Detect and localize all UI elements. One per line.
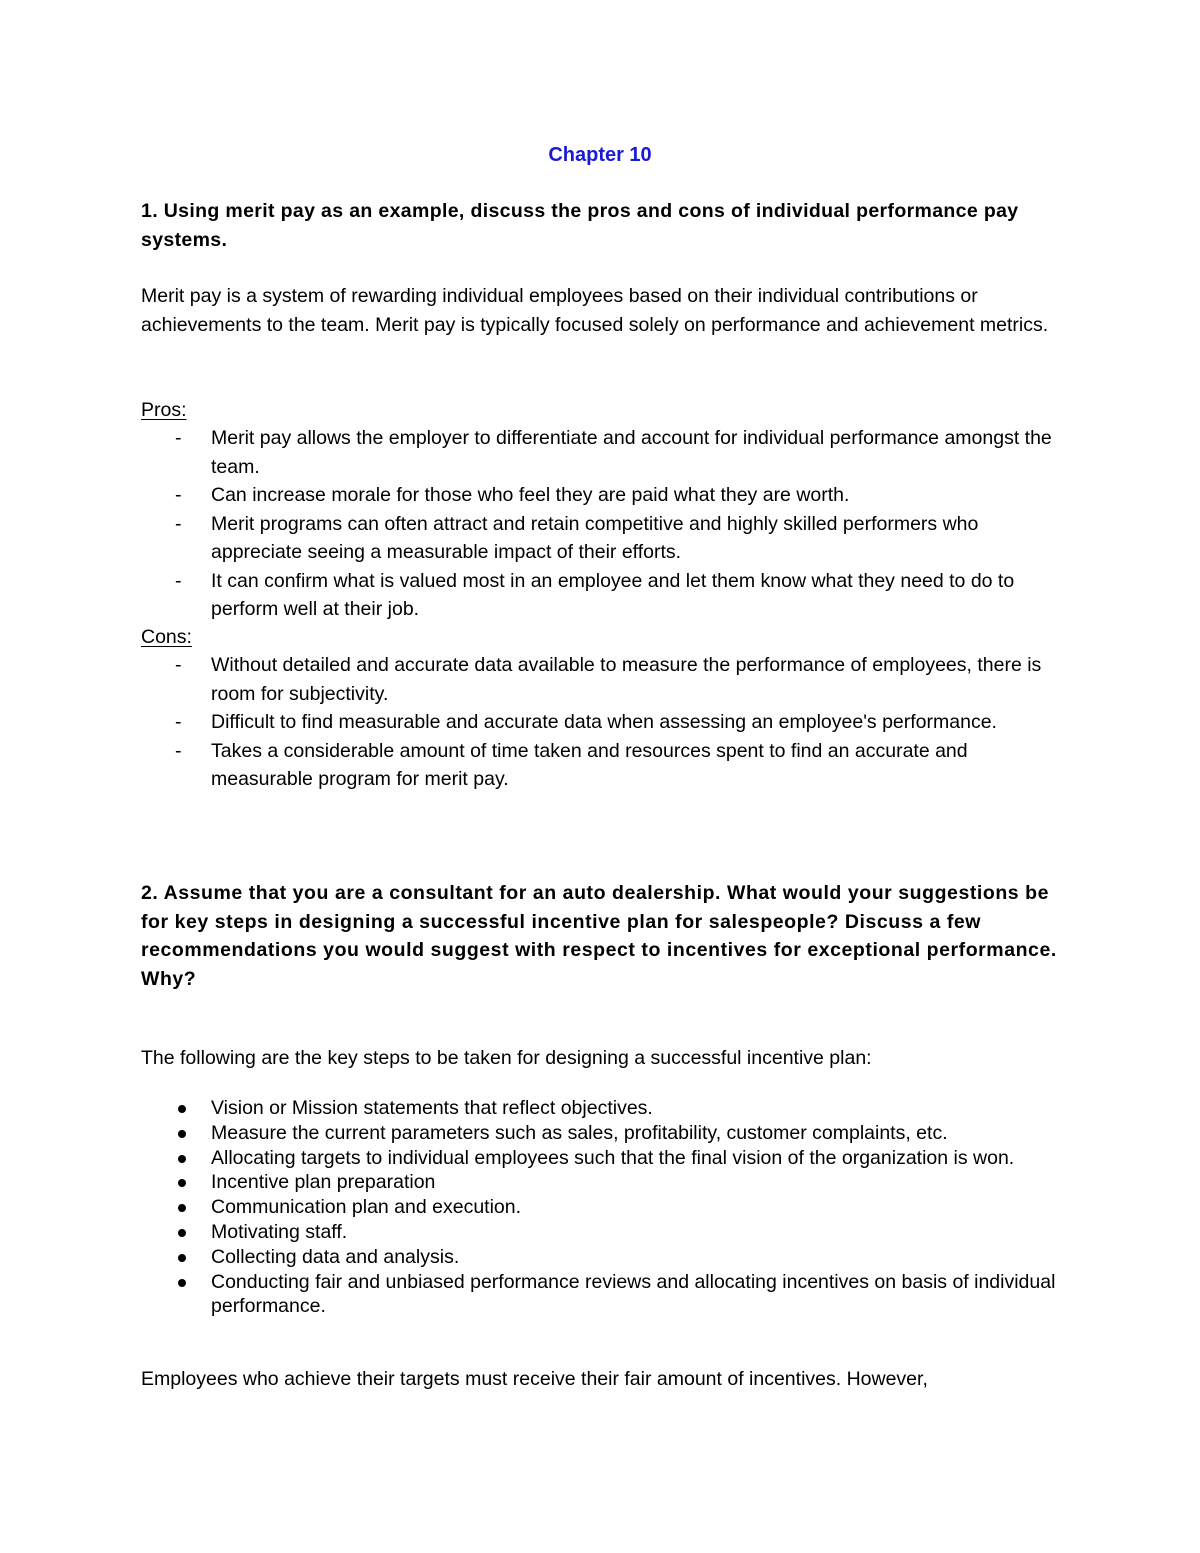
closing-paragraph: Employees who achieve their targets must receive their fair amount of incentives. However, [141, 1368, 928, 1390]
pros-list [141, 424, 1059, 624]
chapter-title: Chapter 10 [548, 144, 652, 166]
list-item [141, 481, 1059, 510]
list-item [141, 651, 1059, 708]
pros-label: Pros: [141, 399, 187, 421]
list-item [141, 1195, 1059, 1220]
list-item [141, 1146, 1059, 1171]
bullet-icon [178, 1105, 186, 1113]
list-item-text: Motivating staff. [211, 1220, 348, 1243]
list-item [141, 1220, 1059, 1245]
list-item [141, 510, 1059, 567]
steps-list [141, 1096, 1059, 1319]
dash-marker: - [175, 427, 182, 449]
cons-list [141, 651, 1059, 794]
bullet-icon [178, 1229, 186, 1237]
question-1: 1. Using merit pay as an example, discuss the pros and cons of individual performance pay systems. [141, 200, 1019, 251]
list-item-text: Difficult to find measurable and accurate data when assessing an employee's performance. [211, 711, 997, 733]
bullet-icon [178, 1155, 186, 1163]
dash-marker: - [175, 654, 182, 676]
list-item-text: Collecting data and analysis. [211, 1245, 460, 1268]
dash-marker: - [175, 569, 182, 592]
list-item-text: Measure the current parameters such as sales, profitability, customer complaints, etc. [211, 1121, 948, 1144]
cons-label: Cons: [141, 626, 192, 648]
dash-marker: - [175, 484, 182, 506]
list-item-text: Can increase morale for those who feel they are paid what they are worth. [211, 484, 850, 506]
list-item [141, 1121, 1059, 1146]
dash-marker: - [175, 512, 182, 535]
list-item [141, 424, 1059, 481]
merit-pay-definition: Merit pay is a system of rewarding individual employees based on their individual contributions or achievements to the team. Merit pay is typically focused solely on performance and achievement metrics. [141, 285, 1049, 336]
list-item-text: Conducting fair and unbiased performance reviews and allocating incentives on basis of individual performance. [211, 1270, 1056, 1318]
list-item [141, 1170, 1059, 1195]
list-item-text: Merit pay allows the employer to differentiate and account for individual performance amongst the team. [211, 427, 1052, 478]
bullet-icon [178, 1179, 186, 1187]
list-item [141, 1270, 1059, 1320]
bullet-icon [178, 1130, 186, 1138]
bullet-icon [178, 1279, 186, 1287]
list-item [141, 1245, 1059, 1270]
list-item-text: Incentive plan preparation [211, 1171, 436, 1194]
bullet-icon [178, 1254, 186, 1262]
dash-marker: - [175, 739, 182, 762]
list-item [141, 1096, 1059, 1121]
list-item-text: Vision or Mission statements that reflect objectives. [211, 1097, 653, 1119]
list-item-text: Takes a considerable amount of time taken and resources spent to find an accurate and measurable program for merit pay. [211, 739, 968, 790]
steps-intro: The following are the key steps to be taken for designing a successful incentive plan: [141, 1047, 872, 1069]
dash-marker: - [175, 711, 182, 733]
list-item-text: Without detailed and accurate data available to measure the performance of employees, there is room for subjectivity. [211, 654, 1042, 705]
list-item-text: Communication plan and execution. [211, 1196, 522, 1219]
question-2: 2. Assume that you are a consultant for an auto dealership. What would your suggestions be for key steps in designing a successful incentive plan for salespeople? Discuss a few recommendations you would suggest with respect to incentives for exceptional performance. Why? [141, 882, 1057, 990]
list-item [141, 737, 1059, 794]
bullet-icon [178, 1204, 186, 1212]
list-item-text: Merit programs can often attract and retain competitive and highly skilled performers who appreciate seeing a measurable impact of their efforts. [211, 512, 979, 563]
list-item [141, 567, 1059, 624]
list-item [141, 708, 1059, 737]
list-item-text: Allocating targets to individual employees such that the final vision of the organization is won. [211, 1146, 1015, 1169]
list-item-text: It can confirm what is valued most in an employee and let them know what they need to do to perform well at their job. [211, 569, 1015, 620]
